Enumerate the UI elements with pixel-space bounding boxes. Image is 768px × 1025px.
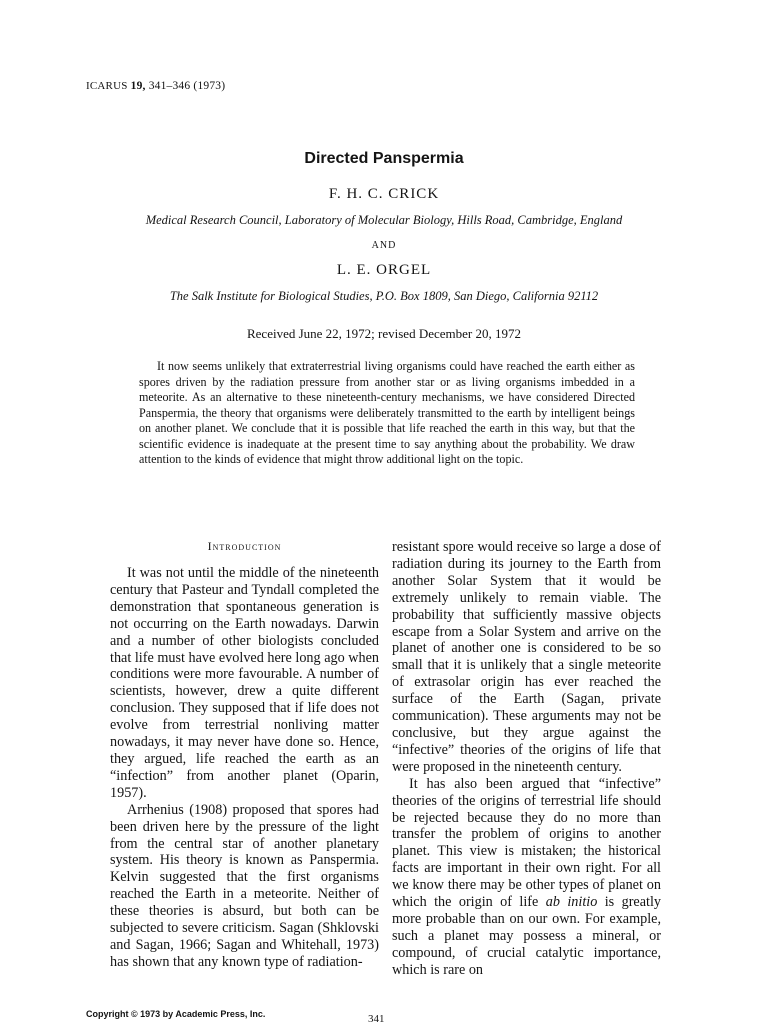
author-conjunction: AND xyxy=(371,240,397,251)
copyright-notice: Copyright © 1973 by Academic Press, Inc. xyxy=(86,1009,266,1019)
journal-name: ICARUS xyxy=(86,80,128,92)
received-dates: Received June 22, 1972; revised December 20, 1972 xyxy=(246,326,521,341)
left-column xyxy=(110,539,379,971)
author-1-name: F. H. C. CRICK xyxy=(328,186,440,202)
paragraph: It was not until the middle of the nineteenth century that Pasteur and Tyndall completed the demonstration that spontaneous generation is not occurring on the Earth nowadays. Darwin and a number of other biologists concluded that life must have evolved here long ago when conditions were more favourable. A number of scientists, however, drew a quite different conclusion. They supposed that if life does not evolve from terrestrial nonliving matter nowadays, it may never have done so. Hence, they argued, life reached the earth as an “infection” from another planet (Oparin, 1957). xyxy=(110,565,379,801)
abstract: It now seems unlikely that extraterrestrial living organisms could have reached the earth either as spores driven by the radiation pressure from another star or as living organisms imbedded in a meteorite. As an alternative to these nineteenth-century mechanisms, we have considered Directed Panspermia, the theory that organisms were deliberately transmitted to the earth by intelligent beings on another planet. We conclude that it is possible that life reached the earth in this way, but that the scientific evidence is inadequate at the present time to say anything about the probability. We draw attention to the kinds of evidence that might throw additional light on the topic. xyxy=(139,359,635,466)
page-number: 341 xyxy=(368,1013,385,1025)
right-column xyxy=(392,539,661,979)
journal-pages: 341–346 (1973) xyxy=(148,80,226,92)
journal-citation xyxy=(86,80,225,92)
paper-title: Directed Panspermia xyxy=(304,150,464,167)
author-1-affiliation: Medical Research Council, Laboratory of Molecular Biology, Hills Road, Cambridge, England xyxy=(145,213,623,227)
journal-volume: 19, xyxy=(130,80,146,92)
paragraph: resistant spore would receive so large a dose of radiation during its journey to the Earth from another Solar System that it would be extremely unlikely to remain viable. The probability that sufficiently massive objects escape from a Solar System and arrive on the planet of another one is considered to be so small that it is unlikely that a single meteorite of extrasolar origin has ever reached the surface of the Earth (Sagan, private communication). These arguments may not be conclusive, but they argue against the “infective” theories of the origins of life that were proposed in the nineteenth century. xyxy=(392,539,661,775)
author-2-affiliation: The Salk Institute for Biological Studies, P.O. Box 1809, San Diego, California 92112 xyxy=(169,289,599,303)
latin-phrase: ab initio xyxy=(545,894,598,911)
paragraph: Arrhenius (1908) proposed that spores had been driven here by the pressure of the light from the central star of another planetary system. His theory is known as Panspermia. Kelvin suggested that the first organisms reached the Earth in a meteorite. Neither of these theories is absurd, but both can be subjected to severe criticism. Sagan (Shklovski and Sagan, 1966; Sagan and Whitehall, 1973) has shown that any known type of radiation- xyxy=(110,801,379,970)
paragraph xyxy=(392,776,661,979)
author-2-name: L. E. ORGEL xyxy=(336,262,432,278)
paragraph-text: is greatly more probable than on our own. For example, such a planet may possess a mineral, or compound, of crucial catalytic importance, which is rare on xyxy=(392,894,661,978)
paragraph-text: It has also been argued that “infective” theories of the origins of terrestrial life should be rejected because they do no more than transfer the problem of origins to another planet. This view is mistaken; the historical facts are important in their own right. For all we know there may be other types of planet on which the origin of life xyxy=(392,775,661,911)
section-heading: Introduction xyxy=(207,539,282,553)
